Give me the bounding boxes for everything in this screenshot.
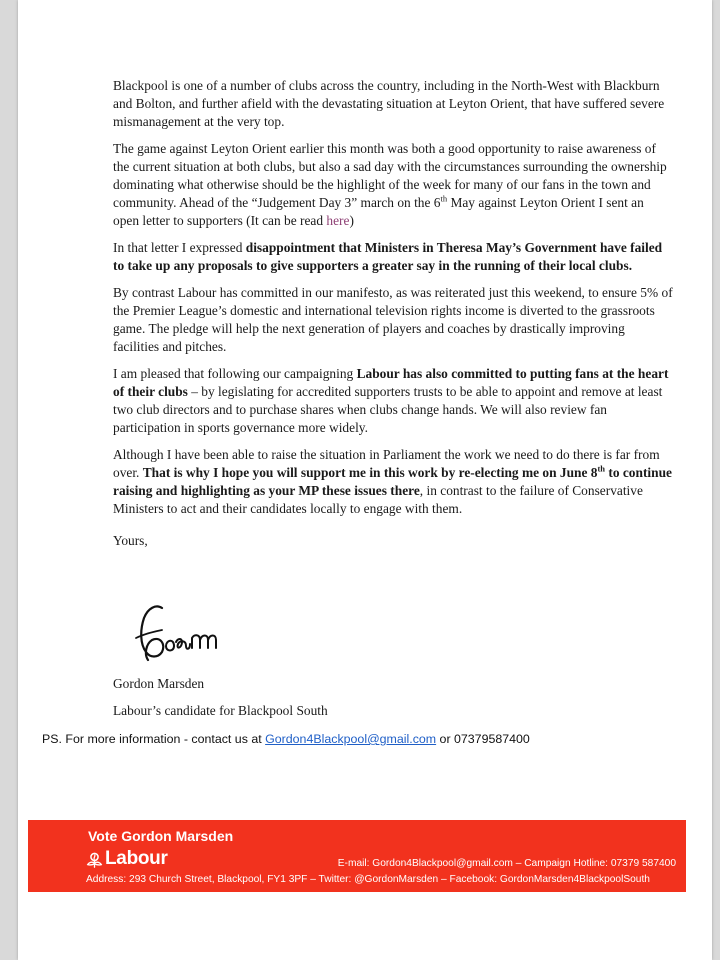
paragraph-1-text: Blackpool is one of a number of clubs across the country, including in the North-West with Blackburn and Bolton, and further afield with the devastating situation at Leyton Orient, that have suffered severe mismanagement at the very top. [113,78,665,129]
paragraph-6-text: Although I have been able to raise the situation in Parliament the work we need to do there is far from over. [113,447,660,480]
paragraph-4-text: By contrast Labour has committed in our manifesto, as was reiterated just this weekend, to ensure 5% of the Premier League’s domestic and international television rights income is diverted to the grassroots game. The pledge will help the next generation of players and coaches by drastically improving facilities and pitches. [113,285,673,354]
paragraph-4 [113,284,673,356]
paragraph-1 [113,77,673,131]
paragraph-2-text-cont: May against Leyton Orient I sent an open letter to supporters (It can be read [113,195,644,228]
open-letter-link[interactable]: here [326,213,350,228]
postscript-phone: or 07379587400 [436,732,530,746]
letter-body [113,77,673,559]
paragraph-3-text: In that letter I expressed [113,240,246,255]
postscript-text: PS. For more information - contact us at [42,732,266,746]
paragraph-3 [113,239,673,275]
labour-logo [86,848,168,870]
paragraph-2-text: The game against Leyton Orient earlier this month was both a good opportunity to raise awareness of the current situation at both clubs, but also a sad day with the circumstances surrounding the ownership dominating what otherwise should be the highlight of the week for many of our fans in the town and community. Ahead of the “Judgement Day 3” march on the 6 [113,141,667,210]
paragraph-6-emphasis-part2: to continue raising and highlighting as your MP these issues there [113,465,672,498]
contact-email-link[interactable]: Gordon4Blackpool@gmail.com [265,732,437,746]
paragraph-6-text-cont: , in contrast to the failure of Conservative Ministers to act and their candidates locally to engage with them. [113,483,643,516]
paragraph-3-emphasis: disappointment that Ministers in Theresa May’s Government have failed to take up any proposals to give supporters a greater say in the running of their local clubs. [113,240,663,273]
paragraph-5-emphasis: Labour has also committed to putting fans at the heart of their clubs [113,366,669,399]
postscript [42,732,530,746]
paragraph-6 [113,446,673,518]
labour-logo-text: Labour [105,848,168,869]
paragraph-6-emphasis-part1: That is why I hope you will support me in this work by re-electing me on June 8 [142,465,598,480]
banner-title: Vote Gordon Marsden [88,828,234,844]
paragraph-2 [113,140,673,230]
letter-page [18,0,712,960]
signatory-role: Labour’s candidate for Blackpool South [113,703,328,718]
paragraph-5 [113,365,673,437]
paragraph-2-close: ) [349,213,354,228]
campaign-footer-banner [28,820,686,892]
paragraph-5-text-cont: – by legislating for accredited supporters trusts to be able to appoint and remove at least two club directors and to purchase shares when clubs change hands. We will also review fan participation in sports governance more widely. [113,384,663,435]
handwritten-signature [128,600,238,668]
ordinal-suffix: th [597,463,606,474]
ordinal-suffix: th [440,193,448,204]
banner-contact-info: E-mail: Gordon4Blackpool@gmail.com – Campaign Hotline: 07379 587400 [337,858,676,869]
closing-salutation: Yours, [113,533,148,548]
paragraph-5-text: I am pleased that following our campaigning [113,366,357,381]
banner-address: Address: 293 Church Street, Blackpool, FY1 3PF – Twitter: @GordonMarsden – Facebook: GordonMarsden4BlackpoolSouth [86,874,650,885]
signatory-name: Gordon Marsden [113,676,205,691]
labour-rose-icon [86,851,103,868]
